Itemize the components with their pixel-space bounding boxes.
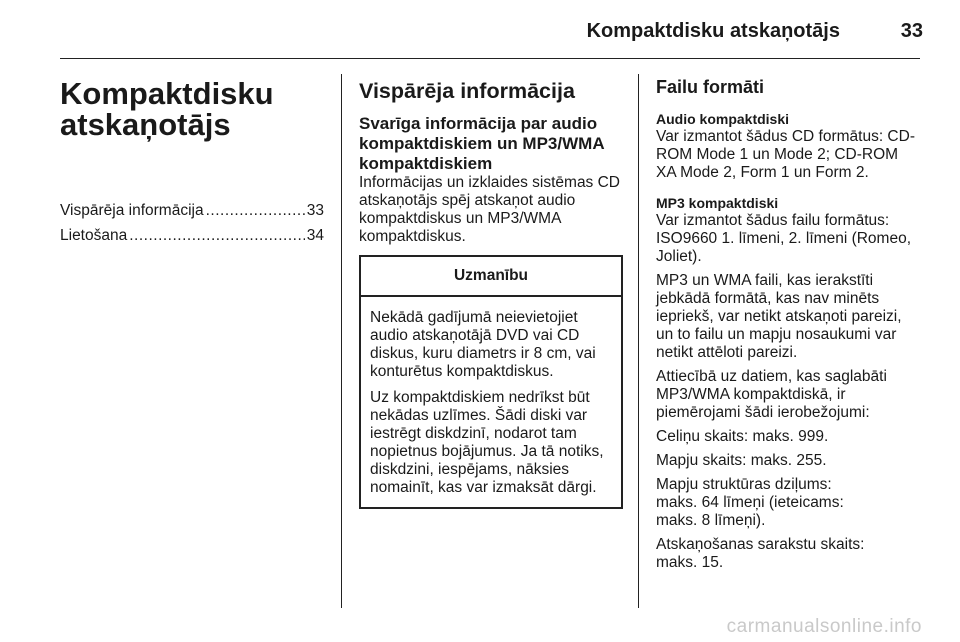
- toc-leader-dots: [206, 202, 305, 220]
- file-formats-title: Failu formāti: [656, 77, 765, 97]
- limit-playlists: [656, 536, 922, 572]
- toc-entry[interactable]: [60, 227, 324, 252]
- limit-depth-line-1: Mapju struktūras dziļums:: [656, 476, 832, 493]
- toc-entry-page: 33: [306, 202, 324, 219]
- chapter-title: [60, 78, 324, 140]
- toc-leader-dots: [129, 227, 305, 245]
- limit-depth-line-3: maks. 8 līmeņi).: [656, 512, 766, 529]
- subsection-title: Svarīga informācija par audio kompaktdiskiem un MP3/WMA kompaktdiskiem: [359, 114, 604, 173]
- caution-box: [359, 255, 623, 509]
- caution-heading: Uzmanību: [361, 257, 621, 297]
- audio-cd-text: Var izmantot šādus CD formātus: CD-ROM Mode 1 un Mode 2; CD-ROM XA Mode 2, Form 1 un Form 2.: [656, 128, 915, 181]
- chapter-title-line-1: Kompaktdisku: [60, 76, 274, 111]
- toc-entry-page: 34: [306, 227, 324, 244]
- table-of-contents: [60, 202, 324, 252]
- column-left: [60, 74, 324, 252]
- caution-paragraph-2: Uz kompaktdiskiem nedrīkst būt nekādas uzlīmes. Šādi diski var iestrēgt diskdzinī, nodarot tam nopietnus bojājumus. Ja tā notiks, diskdzini, iespējams, nāksies nomainīt, kas var izmaksāt dārgi.: [370, 389, 604, 496]
- limit-depth-line-2: maks. 64 līmeņi (ieteicams:: [656, 494, 844, 511]
- intro-paragraph: Informācijas un izklaides sistēmas CD atskaņotājs spēj atskaņot audio kompaktdiskus un MP3/WMA kompaktdiskus.: [359, 174, 621, 245]
- running-header-title: Kompaktdisku atskaņotājs: [586, 20, 840, 42]
- header-divider: [60, 58, 920, 59]
- audio-cd-heading: Audio kompaktdiski: [656, 111, 790, 127]
- toc-entry[interactable]: [60, 202, 324, 227]
- mp3-paragraph-2: MP3 un WMA faili, kas ierakstīti jebkādā formātā, kas nav minēts iepriekš, var netikt atskaņoti pareizi, un to failu un mapju nosaukumi var netikt attēloti pareizi.: [656, 272, 902, 361]
- toc-entry-label: Lietošana: [60, 227, 128, 244]
- caution-paragraph-1: Nekādā gadījumā neievietojiet audio atskaņotājā DVD vai CD diskus, kuru diametrs ir 8 cm, vai konturētus kompaktdiskus.: [370, 309, 596, 380]
- column-divider-1: [341, 74, 342, 608]
- column-middle: [359, 74, 623, 509]
- limit-folders: Mapju skaits: maks. 255.: [656, 452, 827, 469]
- section-title: Vispārēja informācija: [359, 79, 575, 103]
- mp3-cd-heading: MP3 kompaktdiski: [656, 195, 779, 211]
- toc-entry-label: Vispārēja informācija: [60, 202, 204, 219]
- caution-body: [361, 297, 621, 507]
- limit-playlists-line-1: Atskaņošanas sarakstu skaits:: [656, 536, 865, 553]
- limit-playlists-line-2: maks. 15.: [656, 554, 724, 571]
- chapter-title-line-2: atskaņotājs: [60, 107, 231, 142]
- watermark: carmanualsonline.info: [726, 616, 922, 637]
- mp3-paragraph-3: Attiecībā uz datiem, kas saglabāti MP3/WMA kompaktdiskā, ir piemērojami šādi ierobežojumi:: [656, 368, 887, 421]
- column-divider-2: [638, 74, 639, 608]
- column-right: [656, 74, 922, 572]
- limit-depth: [656, 476, 922, 530]
- page-number: 33: [900, 20, 923, 42]
- limit-tracks: Celiņu skaits: maks. 999.: [656, 428, 829, 445]
- mp3-cd-text: Var izmantot šādus failu formātus: ISO9660 1. līmeni, 2. līmeni (Romeo, Joliet).: [656, 212, 912, 265]
